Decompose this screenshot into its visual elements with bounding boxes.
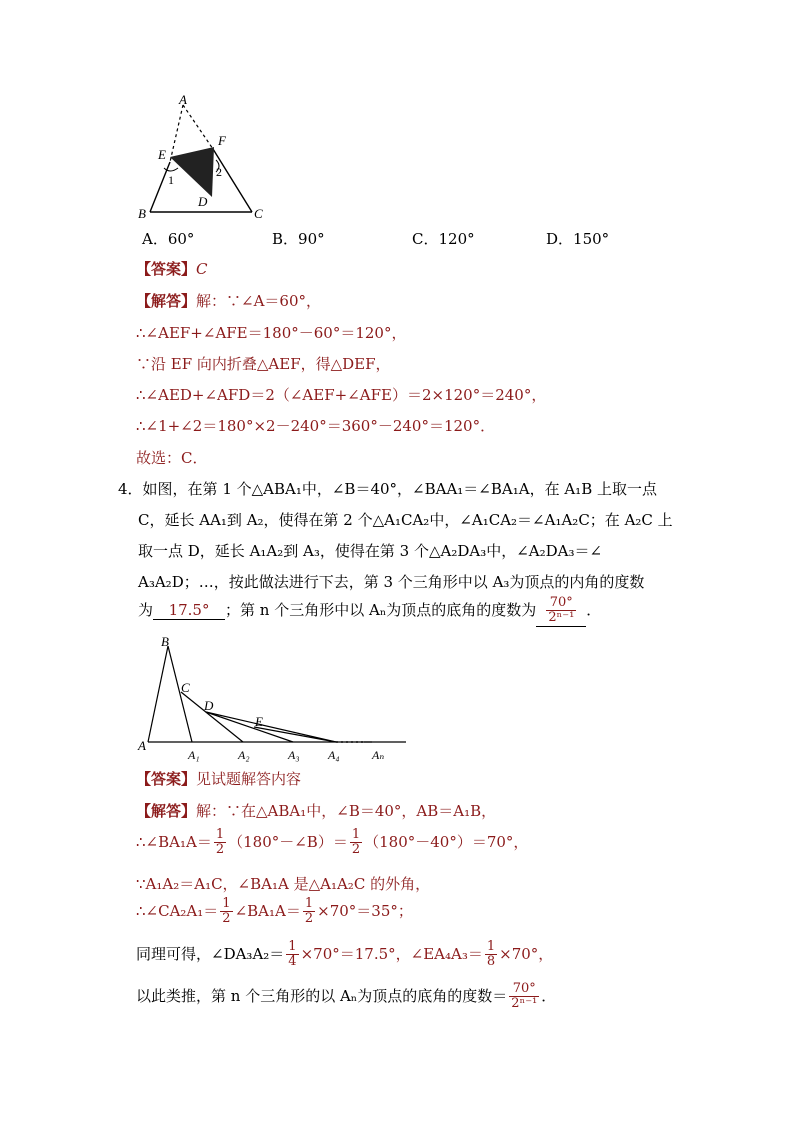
stem-line-4: A₃A₂D；…，按此做法进行下去，第 3 个三角形中以 A₃为顶点的内角的度数 <box>138 573 645 591</box>
label-a4: A₄ <box>328 748 340 762</box>
solution-line-5: ∴∠1+∠2＝180°×2－240°＝360°－240°＝120°． <box>136 417 496 435</box>
label-e: E <box>158 147 166 162</box>
label-a1: A₁ <box>188 748 200 762</box>
q4-triangles-figure <box>136 632 416 768</box>
solution-tag: 【解答】 <box>136 802 197 820</box>
answer-value: C <box>196 260 208 278</box>
q3-answer <box>136 258 208 279</box>
q3-triangle-figure <box>128 92 278 222</box>
label-a2: A₂ <box>238 748 250 762</box>
solution-tag: 【解答】 <box>136 292 197 310</box>
answer-tag: 【答案】 <box>136 260 197 278</box>
answer-tag: 【答案】 <box>136 770 197 788</box>
option-c: C．120° <box>412 230 475 248</box>
label-f: F <box>218 133 226 148</box>
q3-solution <box>136 290 696 470</box>
solution-line-3: ∵沿 EF 向内折叠△AEF，得△DEF， <box>136 355 391 373</box>
option-d: D．150° <box>546 230 610 248</box>
label-c: C <box>254 206 263 221</box>
label-1: 1 <box>168 173 174 187</box>
solution-line-1: 解：∵∠A＝60°， <box>196 292 322 310</box>
solution-line-4: ∴∠CA₂A₁＝ $\frac{1}{2}$ ∠BA₁A＝ $\frac{1}{2}$ ×70°＝35°； <box>136 896 413 927</box>
stem-line-3: 取一点 D，延长 A₁A₂到 A₃，使得在第 3 个△A₂DA₃中，∠A₂DA₃＝∠ <box>138 542 603 560</box>
label-e: E <box>255 714 263 729</box>
answer-blank-1: 17.5° <box>153 601 225 620</box>
solution-line-2: ∴∠AEF+∠AFE＝180°－60°＝120°， <box>136 324 407 342</box>
solution-line-5: 同理可得，∠DA₃A₂＝ $\frac{1}{4}$ ×70°＝17.5°，∠EA₄A₃＝ $\frac{1}{8}$ ×70°， <box>136 939 554 970</box>
question-number: 4． <box>118 480 143 498</box>
label-an: Aₙ <box>372 748 385 762</box>
option-a: A．60° <box>142 230 195 248</box>
stem-last-end: ． <box>586 600 602 619</box>
option-b: B．90° <box>272 230 325 248</box>
solution-line-2: ∴∠BA₁A＝ $\frac{1}{2}$ （180°－∠B）＝ $\frac{1}{2}$ （180°－40°）＝70°， <box>136 827 529 858</box>
folded-triangle-def <box>170 147 214 197</box>
solution-line-6: 故选：C． <box>136 449 208 467</box>
q4-solution <box>136 800 716 1030</box>
stem-last-prefix: 为 <box>138 600 154 619</box>
label-a3: A₃ <box>288 748 300 762</box>
solution-line-4: ∴∠AED+∠AFD＝2（∠AEF+∠AFE）＝2×120°＝240°， <box>136 386 547 404</box>
answer-value: 见试题解答内容 <box>196 770 302 788</box>
label-d: D <box>204 698 214 713</box>
label-a: A <box>179 92 187 107</box>
stem-last-mid: ；第 n 个三角形中以 Aₙ为顶点的底角的度数为 <box>225 600 537 619</box>
label-d: D <box>198 194 208 209</box>
label-c: C <box>181 680 190 695</box>
stem-line-1: 如图，在第 1 个△ABA₁中，∠B＝40°，∠BAA₁＝∠BA₁A，在 A₁B 上取一点 <box>142 480 657 498</box>
label-b: B <box>161 634 169 649</box>
solution-line-3: ∵A₁A₂＝A₁C，∠BA₁A 是△A₁A₂C 的外角， <box>136 875 431 893</box>
solution-line-6: 以此类推，第 n 个三角形的以 Aₙ为顶点的底角的度数＝ $\frac{70^\circ}{\text{2ⁿ⁻¹}}$ ． <box>136 981 557 1012</box>
answer-blank-2: $\frac{70^\circ}{\text{2ⁿ⁻¹}}$ <box>548 595 575 626</box>
stem-line-2: C，延长 AA₁到 A₂，使得在第 2 个△A₁CA₂中，∠A₁CA₂＝∠A₁A₂C；在 A₂C 上 <box>138 511 673 529</box>
label-b: B <box>138 206 146 221</box>
solution-line-1: 解：∵在△ABA₁中，∠B＝40°，AB＝A₁B， <box>196 802 497 820</box>
q4-stem <box>118 478 688 628</box>
label-a: A <box>138 738 146 753</box>
label-2: 2 <box>216 165 222 179</box>
q4-answer <box>136 768 301 789</box>
